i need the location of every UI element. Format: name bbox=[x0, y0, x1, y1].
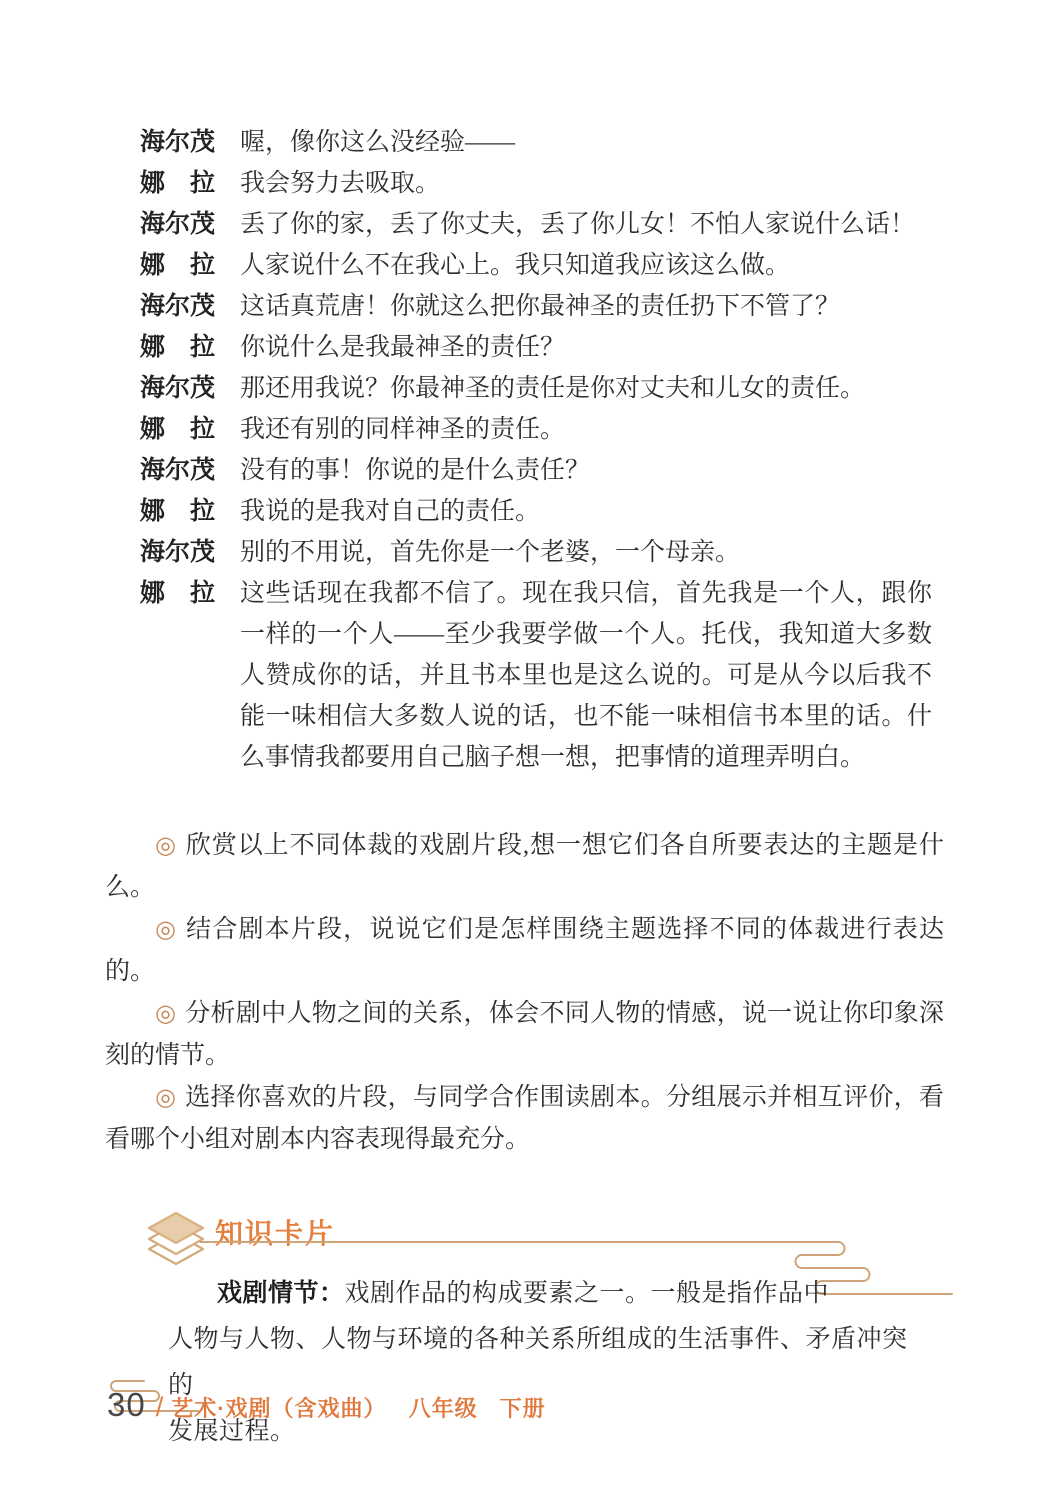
speaker-name: 娜 拉 bbox=[140, 334, 216, 361]
bullet-icon: ◎ bbox=[155, 833, 177, 859]
speech-text: 那还用我说？你最神圣的责任是你对丈夫和儿女的责任。 bbox=[240, 375, 866, 402]
bullet-icon: ◎ bbox=[155, 917, 178, 943]
speech-text: 这些话现在我都不信了。现在我只信，首先我是一个人，跟你一样的一个人——至少我要学做一个人。托伐，我知道大多数人赞成你的话，并且书本里也是这么说的。可是从今以后我不能一味相信大多数人说的话，也不能一味相信书本里的话。什么事情我都要用自己脑子想一想，把事情的道理弄明白。 bbox=[240, 580, 932, 771]
speaker-name: 海尔茂 bbox=[140, 457, 216, 484]
card-definition: 戏剧作品的构成要素之一。一般是指作品中 bbox=[344, 1280, 830, 1307]
card-term: 戏剧情节： bbox=[217, 1279, 345, 1307]
activity-item bbox=[105, 825, 944, 909]
speaker-name: 海尔茂 bbox=[140, 293, 216, 320]
speech-text: 人家说什么不在我心上。我只知道我应该这么做。 bbox=[240, 252, 791, 279]
activity-text: 分析剧中人物之间的关系，体会不同人物的情感，说一说让你印象深刻的情节。 bbox=[105, 1000, 944, 1069]
speaker-name: 娜 拉 bbox=[140, 498, 216, 525]
dialogue-line bbox=[140, 204, 932, 245]
activities-block bbox=[0, 825, 1060, 1161]
dialogue-line bbox=[140, 532, 932, 573]
page-footer bbox=[107, 1386, 546, 1424]
activity-text: 欣赏以上不同体裁的戏剧片段,想一想它们各自所要表达的主题是什么。 bbox=[105, 832, 944, 901]
footer-volume: 下册 bbox=[499, 1396, 546, 1421]
knowledge-card-title: 知识卡片 bbox=[215, 1218, 336, 1249]
speaker-name: 海尔茂 bbox=[140, 211, 216, 238]
speech-text: 这话真荒唐！你就这么把你最神圣的责任扔下不管了？ bbox=[240, 293, 841, 320]
card-text-line bbox=[168, 1270, 913, 1317]
dialogue-line bbox=[140, 450, 932, 491]
speaker-name: 海尔茂 bbox=[140, 129, 216, 156]
card-text-line: 发展过程。 bbox=[168, 1418, 296, 1445]
activity-item bbox=[105, 909, 944, 993]
card-stack-icon bbox=[146, 1210, 206, 1279]
speaker-name: 娜 拉 bbox=[140, 416, 216, 443]
speech-text: 我说的是我对自己的责任。 bbox=[240, 498, 541, 525]
speech-text: 别的不用说，首先你是一个老婆，一个母亲。 bbox=[240, 539, 741, 566]
speech-text: 没有的事！你说的是什么责任？ bbox=[240, 457, 591, 484]
activity-text: 选择你喜欢的片段，与同学合作围读剧本。分组展示并相互评价，看看哪个小组对剧本内容表现得最充分。 bbox=[105, 1084, 944, 1153]
speaker-name: 海尔茂 bbox=[140, 539, 216, 566]
footer-grade: 八年级 bbox=[408, 1396, 478, 1421]
dialogue-line bbox=[140, 286, 932, 327]
bullet-icon: ◎ bbox=[155, 1085, 177, 1111]
card-text-line: 人物与人物、人物与环境的各种关系所组成的生活事件、矛盾冲突的 bbox=[168, 1326, 908, 1399]
dialogue-line bbox=[140, 163, 932, 204]
activity-item bbox=[105, 1077, 944, 1161]
dialogue-line bbox=[140, 245, 932, 286]
footer-book-title: 艺术·戏剧（含戏曲） bbox=[171, 1396, 387, 1421]
activity-item bbox=[105, 993, 944, 1077]
speech-text: 我还有别的同样神圣的责任。 bbox=[240, 416, 566, 443]
activity-text: 结合剧本片段，说说它们是怎样围绕主题选择不同的体裁进行表达的。 bbox=[105, 916, 944, 985]
speaker-name: 娜 拉 bbox=[140, 252, 216, 279]
speech-text: 丢了你的家，丢了你丈夫，丢了你儿女！不怕人家说什么话！ bbox=[240, 211, 916, 238]
speech-text: 喔，像你这么没经验—— bbox=[240, 129, 516, 156]
bullet-icon: ◎ bbox=[155, 1001, 177, 1027]
dialogue-line bbox=[140, 368, 932, 409]
speech-text: 我会努力去吸取。 bbox=[240, 170, 441, 197]
speaker-name: 海尔茂 bbox=[140, 375, 216, 402]
speaker-name: 娜 拉 bbox=[140, 170, 216, 197]
speaker-name: 娜 拉 bbox=[140, 580, 216, 607]
dialogue-line bbox=[140, 122, 932, 163]
footer-slash: / bbox=[155, 1392, 164, 1422]
dialogue-line bbox=[140, 491, 932, 532]
dialogue-line bbox=[140, 573, 932, 778]
speech-text: 你说什么是我最神圣的责任？ bbox=[240, 334, 566, 361]
knowledge-card-body bbox=[168, 1270, 913, 1455]
dialogue-line bbox=[140, 409, 932, 450]
dialogue-line bbox=[140, 327, 932, 368]
page-number: 30 bbox=[107, 1386, 146, 1423]
